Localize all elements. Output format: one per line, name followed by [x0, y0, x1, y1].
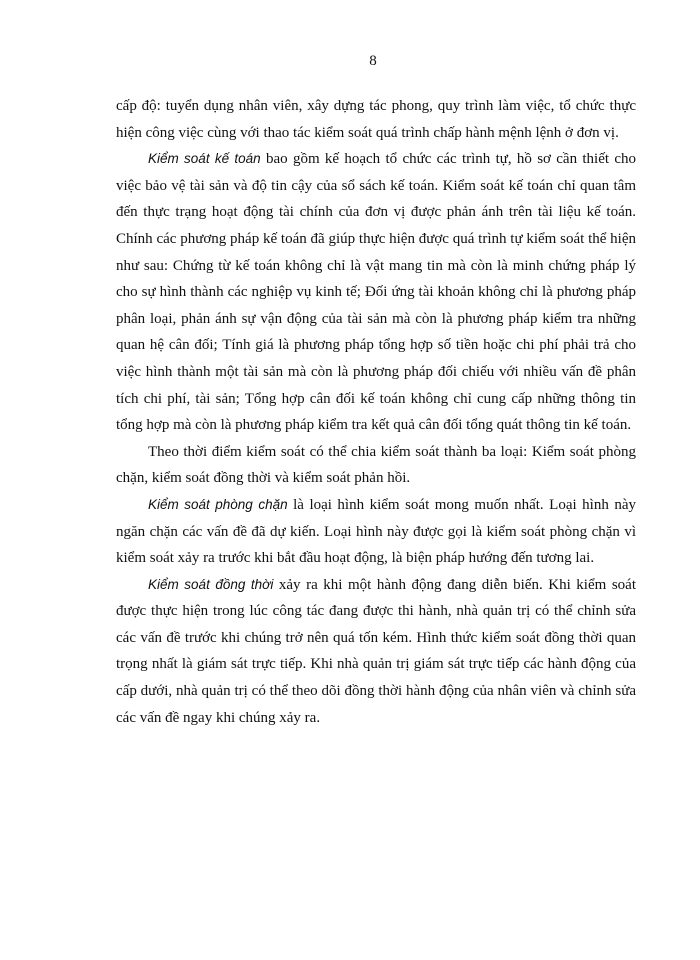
paragraph-control-types	[116, 439, 636, 492]
paragraph-text: là loại hình kiểm soát mong muốn nhất. Loại hình này ngăn chặn các vấn đề đã dự kiến. Loại hình này được gọi là kiểm soát phòng chặn vì kiểm soát xảy ra trước khi bắt đầu hoạt động, là biện pháp hướng đến tương lai.	[116, 496, 636, 567]
term-preventive-control: Kiểm soát phòng chặn	[148, 496, 288, 512]
paragraph-text: bao gồm kế hoạch tổ chức các trình tự, hồ sơ cần thiết cho việc bảo vệ tài sản và độ tin cậy của sổ sách kế toán. Kiểm soát kế toán chỉ quan tâm đến thực trạng hoạt động tài chính của đơn vị được phản ánh trên tài liệu kế toán. Chính các phương pháp kế toán đã giúp thực hiện được quá trình tự kiểm soát thể hiện như sau: Chứng từ kế toán không chỉ là vật mang tin mà còn là minh chứng pháp lý cho sự hình thành các nghiệp vụ kinh tế; Đối ứng tài khoản không chỉ là phương pháp phân loại, phản ánh sự vận động của tài sản mà còn là phương pháp kiểm tra những quan hệ cân đối; Tính giá là phương pháp tổng hợp số tiền hoặc chi phí phải trả cho việc hình thành một tài sản mà còn là phương pháp đối chiếu với nhiều vấn đề phân tích chi phí, tài sản; Tổng hợp cân đối kế toán không chỉ cung cấp những thông tin tổng hợp mà còn là phương pháp kiểm tra kết quả cân đối tổng quát thông tin kế toán.	[116, 151, 636, 434]
paragraph-concurrent-control	[116, 572, 636, 732]
document-body	[116, 93, 636, 731]
term-accounting-control: Kiểm soát kế toán	[148, 151, 261, 167]
paragraph-text: xảy ra khi một hành động đang diễn biến. Khi kiểm soát được thực hiện trong lúc công tác đang được thi hành, nhà quản trị có thể chỉnh sửa các vấn đề trước khi chúng trở nên quá tốn kém. Hình thức kiểm soát đồng thời quan trọng nhất là giám sát trực tiếp. Khi nhà quản trị giám sát trực tiếp các hành động của cấp dưới, nhà quản trị có thể theo dõi đồng thời hành động của nhân viên và chỉnh sửa các vấn đề ngay khi chúng xảy ra.	[116, 576, 636, 726]
paragraph-accounting-control	[116, 146, 636, 439]
paragraph-text: Theo thời điểm kiểm soát có thể chia kiểm soát thành ba loại: Kiểm soát phòng chặn, kiểm soát đồng thời và kiểm soát phản hồi.	[116, 443, 636, 487]
paragraph-continuation	[116, 93, 636, 146]
term-concurrent-control: Kiểm soát đồng thời	[148, 576, 274, 592]
paragraph-preventive-control	[116, 492, 636, 572]
page-number: 8	[369, 53, 377, 69]
paragraph-text: cấp độ: tuyển dụng nhân viên, xây dựng tác phong, quy trình làm việc, tổ chức thực hiện công việc cùng với thao tác kiểm soát quá trình chấp hành mệnh lệnh ở đơn vị.	[116, 98, 636, 141]
